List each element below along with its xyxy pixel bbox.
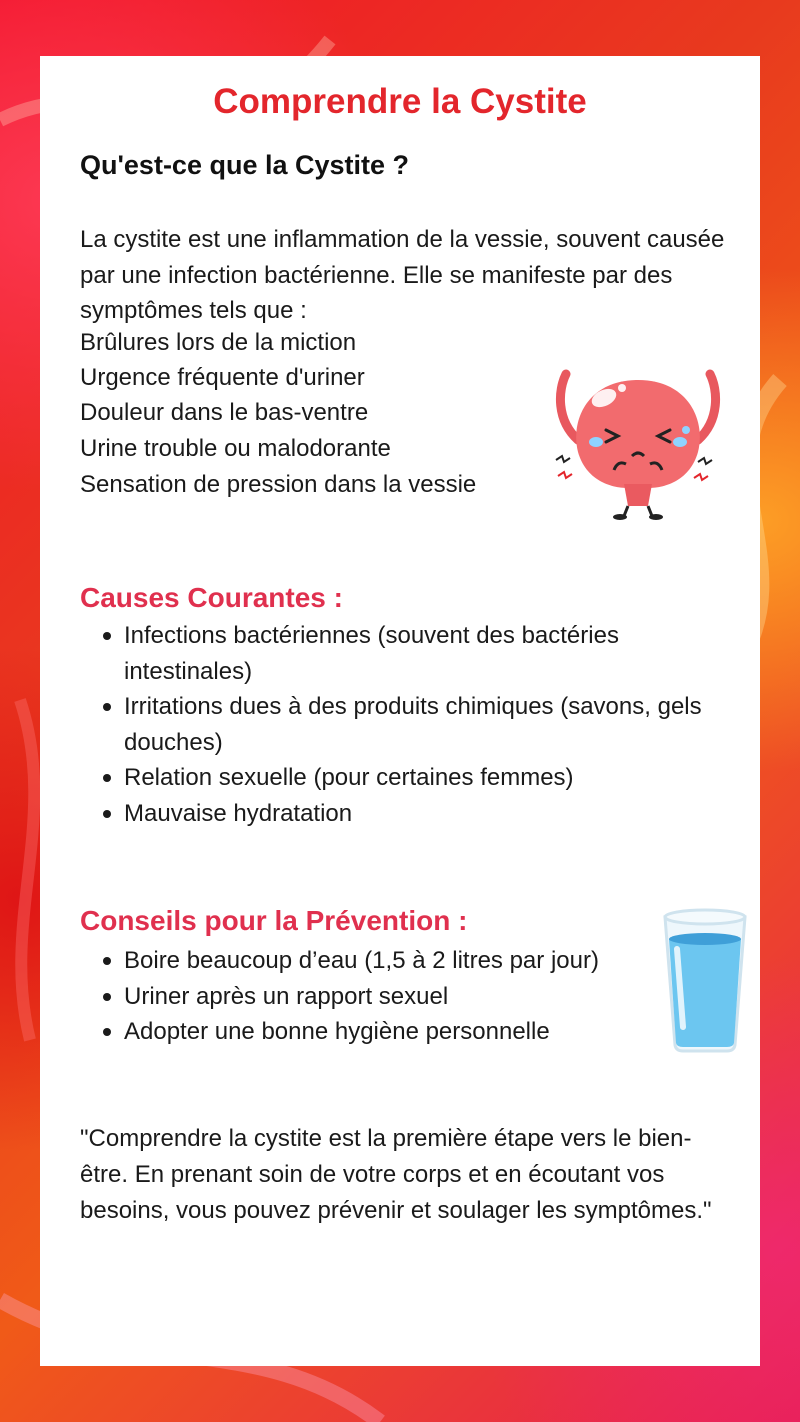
causes-heading: Causes Courantes : bbox=[80, 582, 343, 613]
bullet bbox=[103, 1028, 111, 1036]
list-item: Boire beaucoup d’eau (1,5 à 2 litres par jour) bbox=[80, 943, 670, 979]
symptom-item: Brûlures lors de la miction bbox=[80, 329, 357, 356]
prevention-heading: Conseils pour la Prévention : bbox=[80, 905, 468, 936]
water-glass-icon bbox=[655, 905, 755, 1055]
symptom-item: Sensation de pression dans la vessie bbox=[80, 471, 477, 498]
symptom-item: Urgence fréquente d'uriner bbox=[80, 364, 365, 391]
list-item: Irritations dues à des produits chimiques (savons, gels douches) bbox=[80, 689, 730, 760]
list-item: Relation sexuelle (pour certaines femmes) bbox=[80, 760, 730, 796]
causes-list bbox=[80, 618, 730, 831]
prevention-list bbox=[80, 943, 670, 1050]
list-item: Uriner après un rapport sexuel bbox=[80, 979, 670, 1015]
bullet bbox=[103, 774, 111, 782]
definition-intro: La cystite est une inflammation de la vessie, souvent causée par une infection bactérienne. Elle se manifeste par des symptômes tels que : bbox=[80, 226, 725, 324]
bullet bbox=[103, 993, 111, 1001]
list-item: Infections bactériennes (souvent des bactéries intestinales) bbox=[80, 618, 730, 689]
bullet bbox=[103, 703, 111, 711]
symptom-item: Urine trouble ou malodorante bbox=[80, 435, 391, 462]
bullet bbox=[103, 632, 111, 640]
list-item: Adopter une bonne hygiène personnelle bbox=[80, 1014, 670, 1050]
symptom-item: Douleur dans le bas-ventre bbox=[80, 399, 369, 426]
bladder-crying-icon bbox=[548, 360, 728, 520]
section-definition-heading: Qu'est-ce que la Cystite ? bbox=[80, 150, 410, 180]
bullet bbox=[103, 957, 111, 965]
page-title: Comprendre la Cystite bbox=[213, 82, 587, 121]
list-item: Mauvaise hydratation bbox=[80, 796, 730, 832]
bullet bbox=[103, 810, 111, 818]
closing-quote: "Comprendre la cystite est la première étape vers le bien-être. En prenant soin de votre corps et en écoutant vos besoins, vous pouvez prévenir et soulager les symptômes." bbox=[80, 1125, 712, 1224]
